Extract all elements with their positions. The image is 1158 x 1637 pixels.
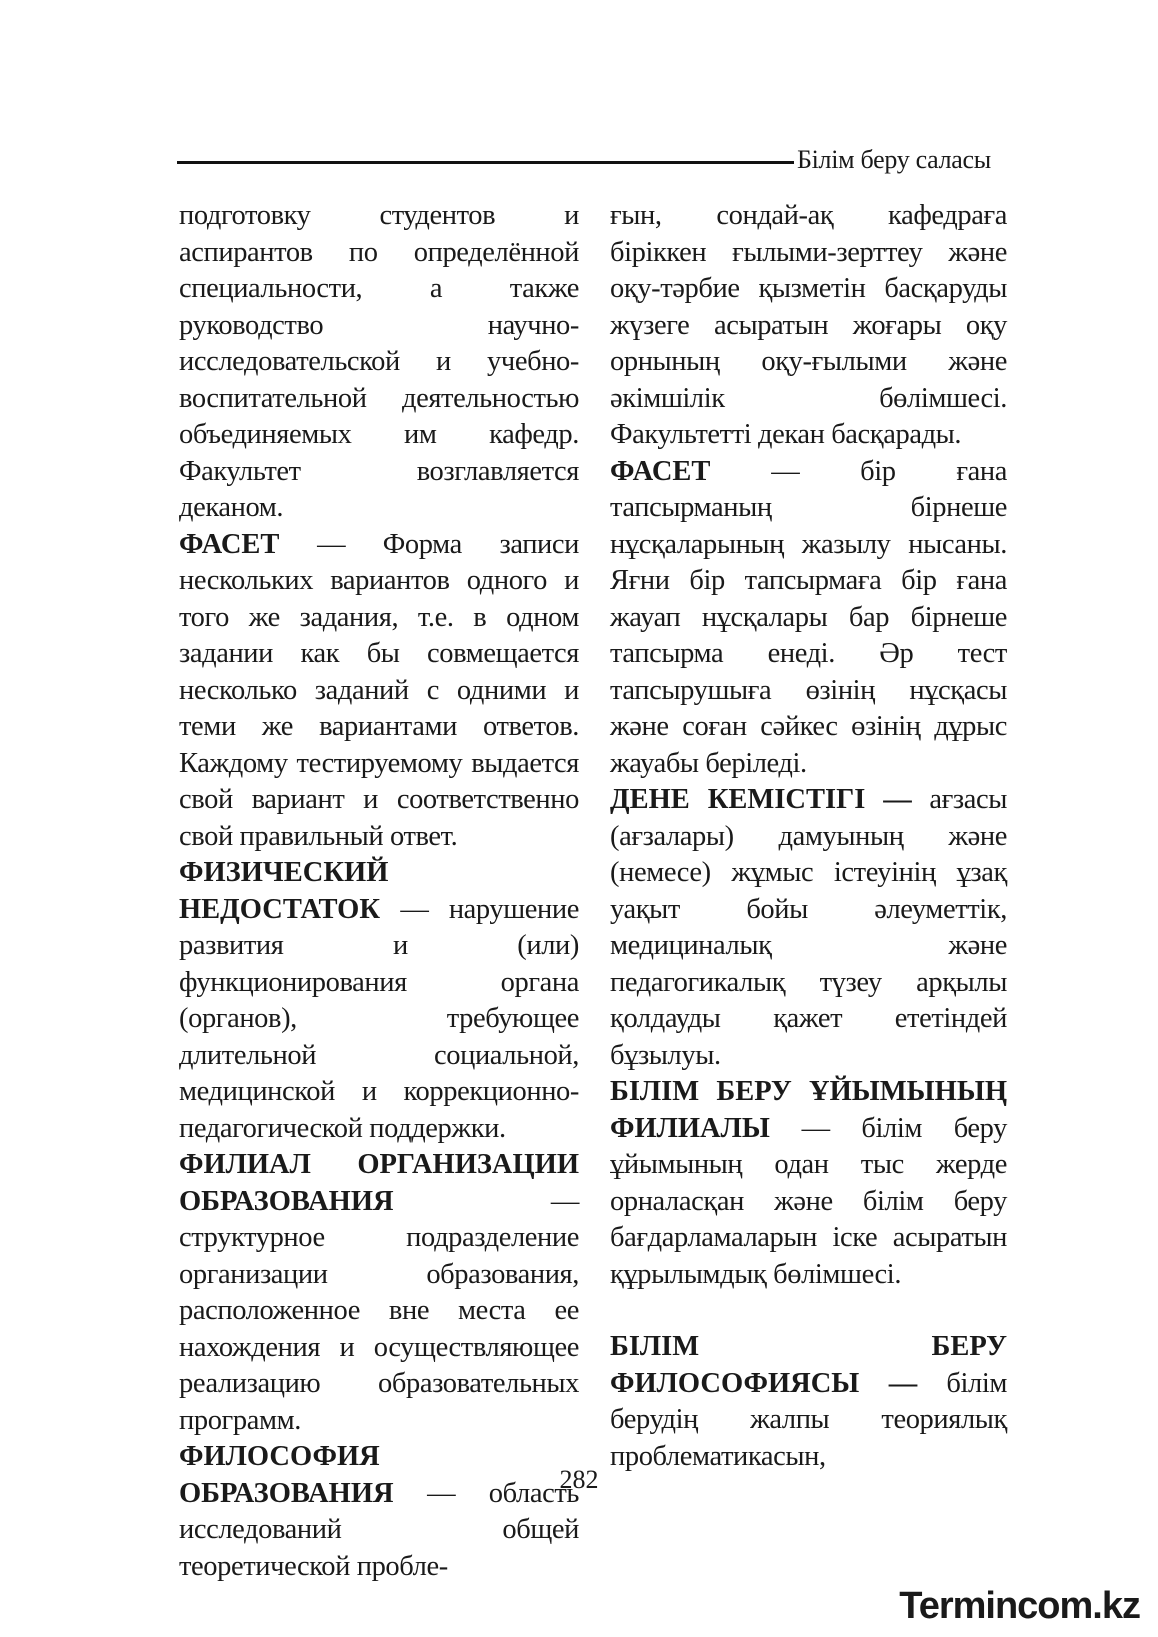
- page-number: 282: [559, 1465, 599, 1494]
- entry-term: БІЛІМ БЕРУ ФИЛОСОФИЯСЫ —: [610, 1331, 1007, 1399]
- entry-term: ФИЛИАЛ ОРГАНИЗАЦИИ ОБРАЗОВАНИЯ: [179, 1149, 579, 1217]
- entry-paragraph: [179, 198, 579, 527]
- entry-paragraph: [610, 198, 1007, 454]
- entry-paragraph: [610, 1329, 1007, 1475]
- entry-paragraph: [610, 454, 1007, 783]
- entry-term: ФИЛОСОФИЯ ОБРАЗОВАНИЯ: [179, 1441, 394, 1509]
- entry-paragraph: [179, 855, 579, 1147]
- entry-body: ғын, сондай-ақ кафедраға біріккен ғылыми-зерттеу және оқу-тәрбие қызметін басқаруды жүзеге асыратын жоғары оқу орнының оқу-ғылыми және әкімшілік бөлімшесі. Факультетті декан басқарады.: [610, 200, 1007, 450]
- entry-term: ФАСЕТ: [179, 528, 280, 560]
- entry-term: ДЕНЕ КЕМІСТІГІ —: [610, 784, 912, 815]
- left-column: [179, 198, 579, 1585]
- entry-paragraph: [179, 1439, 579, 1585]
- watermark-logo: [899, 1585, 1140, 1628]
- entry-body: подготовку студентов и аспирантов по определённой специальности, а также руководство научно-исследовательской и учебно-воспитательной деятельностью объединяемых им кафедр. Факультет возглавляется деканом.: [179, 200, 579, 523]
- entry-paragraph: [179, 527, 579, 856]
- entry-term: ФАСЕТ: [610, 455, 711, 487]
- right-column: [610, 198, 1007, 1475]
- entry-body: ағзасы (ағзалары) дамуының және (немесе) жұмыс істеуінің ұзақ уақыт бойы әлеуметтік, медициналық және педагогикалық түзеу арқылы қолдауды қажет ететіндей бұзылуы.: [610, 784, 1008, 1071]
- entry-paragraph: [610, 1074, 1007, 1293]
- entry-body: — білім беру ұйымының одан тыс жерде орналасқан және білім беру бағдарламаларын іске асыратын құрылымдық бөлімшесі.: [610, 1112, 1007, 1290]
- header-rule: [177, 161, 794, 164]
- entry-body: — бір ғана тапсырманың бірнеше нұсқаларының жазылу нысаны. Яғни бір тапсырмаға бір ғана жауап нұсқалары бар бірнеше тапсырма енеді. Әр тест тапсырушыға өзінің нұсқасы және соған сәйкес өзінің дұрыс жауабы беріледі.: [610, 455, 1007, 779]
- watermark-text: Termincom.kz: [899, 1585, 1140, 1627]
- entry-body: білім берудің жалпы теориялық проблематикасын,: [610, 1367, 1007, 1472]
- entry-paragraph: [610, 782, 1007, 1074]
- entry-term: ФИЗИЧЕСКИЙ НЕДОСТАТОК: [179, 857, 389, 925]
- running-header: Білім беру саласы: [797, 145, 991, 174]
- entry-body: — Форма записи нескольких вариантов одного и того же задания, т.е. в одном задании как бы совмещается несколько заданий с одними и теми же вариантами ответов. Каждому тестируемому выдается свой вариант и соответственно свой правильный ответ.: [179, 528, 579, 852]
- entry-body: — структурное подразделение организации образования, расположенное вне места ее нахождения и осуществляющее реализацию образовательных программ.: [179, 1185, 579, 1436]
- entry-body: — область исследований общей теоретической пробле-: [179, 1477, 579, 1582]
- entry-term: БІЛІМ БЕРУ ҰЙЫМЫНЫҢ ФИЛИАЛЫ: [610, 1076, 1007, 1144]
- entry-body: — нарушение развития и (или) функционирования органа (органов), требующее длительной социальной, медицинской и коррекционно-педагогической поддержки.: [179, 893, 579, 1144]
- entry-paragraph: [179, 1147, 579, 1439]
